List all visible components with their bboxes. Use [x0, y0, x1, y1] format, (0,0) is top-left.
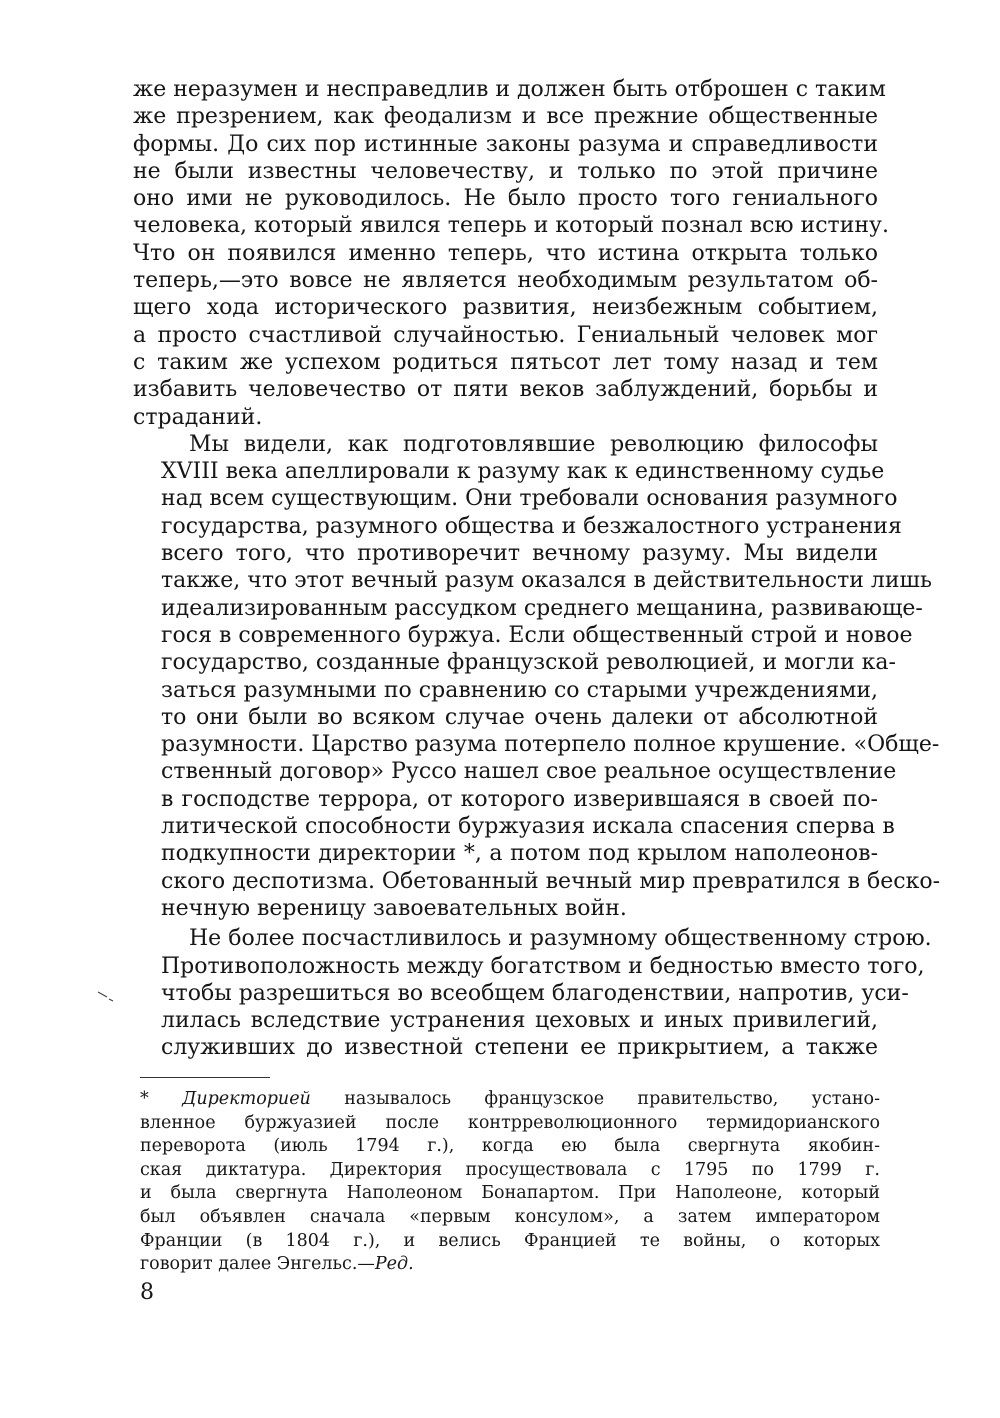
scan-mark-icon: [97, 990, 115, 1002]
text-line: щего хода исторического развития, неизбежным событием,: [133, 295, 878, 321]
text-line: литической способности буржуазия искала спасения сперва в: [161, 814, 895, 840]
footnote-term: Директорией: [182, 1089, 311, 1109]
footnote: [140, 1088, 880, 1277]
footnote-line-text: говорит далее Энгельс.—: [140, 1254, 375, 1275]
footnote-line: Франции (в 1804 г.), и велись Францией те войны, о которых: [140, 1230, 880, 1251]
text-line: теперь,—это вовсе не является необходимым результатом об-: [133, 268, 878, 294]
footnote-marker: *: [140, 1089, 149, 1109]
text-line: Что он появился именно теперь, что истина открыта только: [133, 240, 878, 266]
editor-signature: Ред.: [374, 1254, 414, 1275]
text-line: XVIII века апеллировали к разуму как к единственному судье: [161, 459, 885, 485]
text-line: оно ими не руководилось. Не было просто того гениального: [133, 186, 878, 212]
footnote-line: переворота (июль 1794 г.), когда ею была свергнута якобин-: [140, 1136, 880, 1157]
text-line: подкупности директории *, а потом под крылом наполеонов-: [161, 841, 878, 867]
paragraph-2: [133, 431, 941, 922]
text-line: нечную вереницу завоевательных войн.: [161, 895, 627, 921]
main-text: [133, 76, 941, 1062]
text-line: то они были во всяком случае очень далеки от абсолютной: [161, 704, 878, 730]
text-line: разумности. Царство разума потерпело полное крушение. «Обще-: [161, 732, 940, 758]
text-line: Мы видели, как подготовлявшие революцию философы: [189, 431, 878, 457]
paragraph-3: [133, 925, 932, 1061]
text-line: всего того, что противоречит вечному разуму. Мы видели: [161, 541, 878, 567]
text-line: чтобы разрешиться во всеобщем благоденствии, напротив, уси-: [161, 980, 909, 1006]
paragraph-1: [133, 76, 889, 431]
text-line: же неразумен и несправедлив и должен быть отброшен с таким: [133, 77, 886, 102]
footnote-line-text: называлось французское правительство, устано-: [344, 1089, 880, 1109]
text-line: Противоположность между богатством и бедностью вместо того,: [161, 953, 925, 979]
text-line: служивших до известной степени ее прикрытием, а также: [161, 1035, 878, 1061]
text-line: же презрением, как феодализм и все прежние общественные: [133, 104, 878, 130]
text-line: страданий.: [133, 404, 263, 430]
text-line: избавить человечество от пяти веков заблуждений, борьбы и: [133, 377, 878, 403]
text-line: человека, который явился теперь и который познал всю истину.: [133, 213, 889, 239]
text-line: ственный договор» Руссо нашел свое реальное осуществление: [161, 759, 897, 785]
text-line: также, что этот вечный разум оказался в действительности лишь: [161, 568, 932, 594]
text-line: государство, созданные французской революцией, и могли ка-: [161, 650, 896, 676]
text-line: с таким же успехом родиться пятьсот лет тому назад и тем: [133, 349, 878, 375]
footnote-line: ская диктатура. Директория просуществовала с 1795 по 1799 г.: [140, 1159, 880, 1180]
text-line: формы. До сих пор истинные законы разума и справедливости: [133, 131, 878, 157]
text-line: государства, разумного общества и безжалостного устранения: [161, 513, 902, 539]
text-line: не были известны человечеству, и только по этой причине: [133, 158, 878, 184]
footnote-line: и была свергнута Наполеоном Бонапартом. При Наполеоне, который: [140, 1183, 880, 1204]
text-line: а просто счастливой случайностью. Гениальный человек мог: [133, 322, 878, 348]
text-line: над всем существующим. Они требовали основания разумного: [161, 486, 898, 512]
footnote-line: был объявлен сначала «первым консулом», а затем императором: [140, 1206, 880, 1227]
text-line: гося в современного буржуа. Если общественный строй и новое: [161, 622, 913, 648]
text-line: ского деспотизма. Обетованный вечный мир превратился в беско-: [161, 868, 941, 894]
text-line: в господстве террора, от которого изверившаяся в своей по-: [161, 786, 878, 812]
page-number: 8: [140, 1280, 154, 1305]
footnote-line: [140, 1088, 880, 1112]
text-line: Не более посчастливилось и разумному общественному строю.: [189, 926, 932, 952]
footnote-line: вленное буржуазией после контрреволюционного термидорианского: [140, 1112, 880, 1133]
text-line: лилась вследствие устранения цеховых и иных привилегий,: [161, 1008, 878, 1034]
footnote-divider: [140, 1077, 270, 1078]
text-line: заться разумными по сравнению со старыми учреждениями,: [161, 677, 878, 703]
footnote-line: [140, 1253, 880, 1277]
text-line: идеализированным рассудком среднего мещанина, развивающе-: [161, 595, 923, 621]
